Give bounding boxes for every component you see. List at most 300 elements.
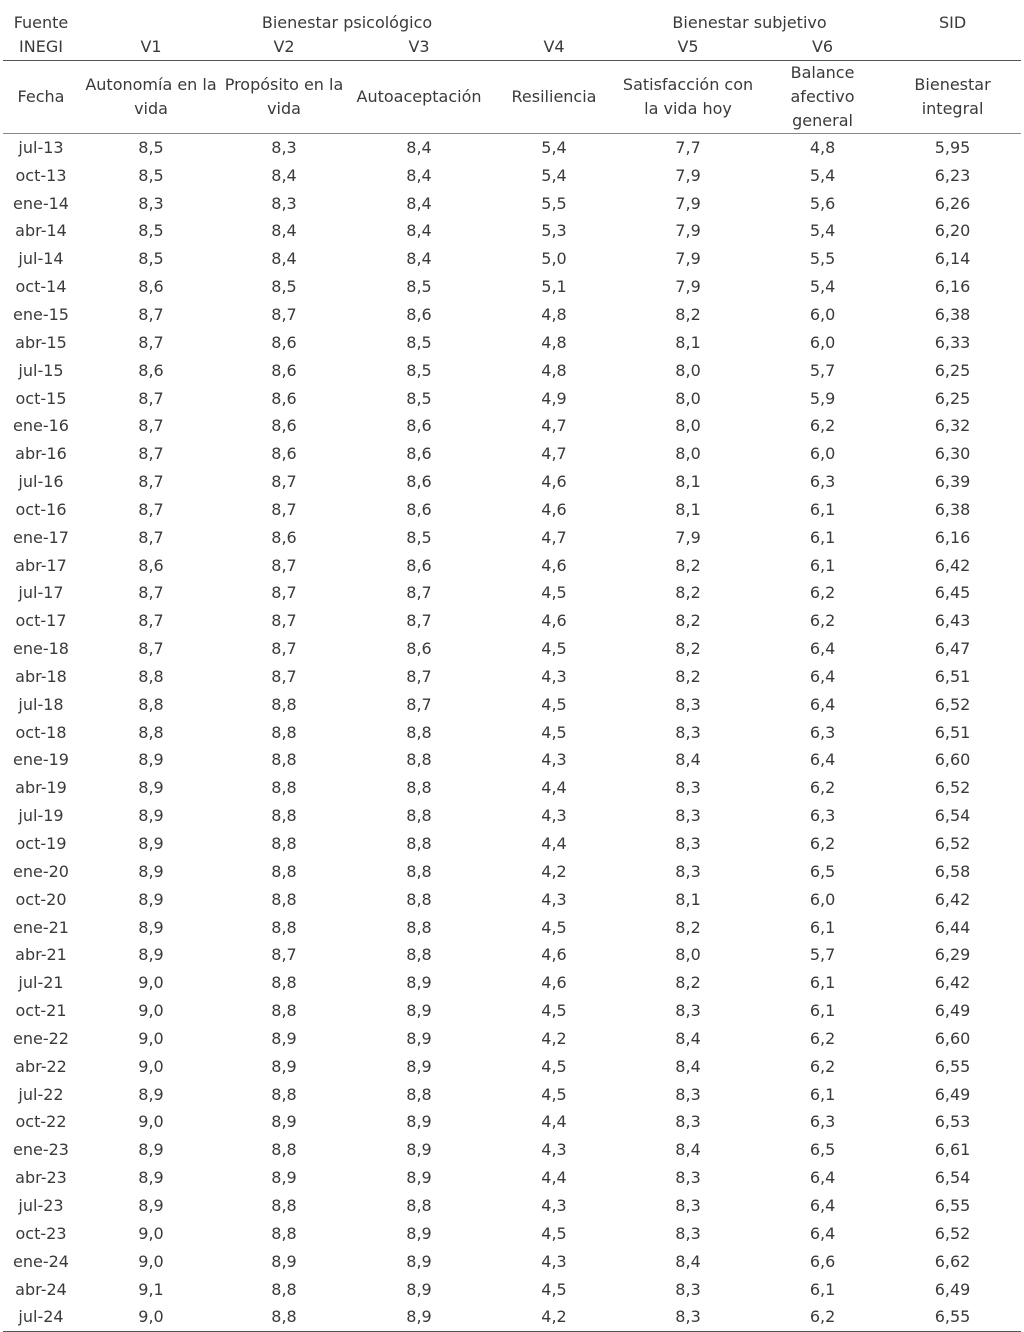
cell-v6: 5,9 xyxy=(809,388,836,408)
cell-sid: 6,42 xyxy=(934,555,971,575)
table-row xyxy=(3,412,1021,440)
cell-v6: 6,4 xyxy=(809,750,836,770)
cell-v6: 6,4 xyxy=(809,1195,836,1215)
cell-v3: 8,9 xyxy=(406,973,432,993)
cell-date: abr-21 xyxy=(15,945,67,965)
cell-v3: 8,9 xyxy=(345,1303,493,1331)
cell-v1: 9,0 xyxy=(138,1001,164,1021)
cell-v2: 8,7 xyxy=(271,499,297,519)
header-satisfaccion: Satisfacción con la vida hoy xyxy=(615,61,761,134)
cell-v6: 6,1 xyxy=(809,1084,836,1104)
cell-v5: 8,3 xyxy=(675,778,701,798)
cell-v3: 8,4 xyxy=(406,221,432,241)
cell-v6: 4,8 xyxy=(809,137,836,157)
cell-sid: 6,54 xyxy=(934,806,971,826)
cell-v4: 4,9 xyxy=(541,388,567,408)
cell-v4: 4,6 xyxy=(541,973,567,993)
cell-v5: 8,3 xyxy=(675,694,701,714)
cell-v1: 8,9 xyxy=(138,1195,164,1215)
cell-v6: 6,3 xyxy=(809,722,836,742)
cell-v1: 9,0 xyxy=(138,973,164,993)
cell-v2: 8,9 xyxy=(271,1028,297,1048)
cell-v4: 4,3 xyxy=(541,1251,567,1271)
table-row xyxy=(3,1192,1021,1220)
cell-v4: 5,5 xyxy=(541,193,567,213)
cell-v4: 4,5 xyxy=(541,694,567,714)
table-row xyxy=(3,1053,1021,1081)
cell-v4: 4,6 xyxy=(541,472,567,492)
cell-v2: 8,8 xyxy=(271,973,297,993)
table-row xyxy=(3,385,1021,413)
cell-v2: 8,8 xyxy=(271,834,297,854)
cell-date: abr-16 xyxy=(15,444,67,464)
table-row xyxy=(3,524,1021,552)
cell-date: ene-14 xyxy=(13,193,69,213)
cell-sid: 6,42 xyxy=(934,889,971,909)
cell-date: ene-24 xyxy=(13,1251,69,1271)
header-resiliencia: Resiliencia xyxy=(493,61,615,134)
cell-date: ene-16 xyxy=(13,416,69,436)
cell-date: oct-22 xyxy=(15,1112,67,1132)
table-row xyxy=(3,273,1021,301)
cell-v3: 8,6 xyxy=(406,555,432,575)
cell-v4: 4,2 xyxy=(541,1028,567,1048)
cell-v5: 8,3 xyxy=(675,1223,701,1243)
table-row xyxy=(3,941,1021,969)
header-v4: V4 xyxy=(493,33,615,61)
cell-v5: 8,2 xyxy=(675,639,701,659)
cell-v2: 8,6 xyxy=(271,444,297,464)
table-row xyxy=(3,1109,1021,1137)
cell-v4: 4,5 xyxy=(541,1279,567,1299)
cell-v4: 4,6 xyxy=(541,499,567,519)
table-row xyxy=(3,635,1021,663)
cell-date: jul-23 xyxy=(18,1195,64,1215)
cell-v1: 8,9 xyxy=(138,917,164,937)
cell-v4: 4,5 xyxy=(541,1084,567,1104)
cell-v4: 4,3 xyxy=(541,750,567,770)
table-row xyxy=(3,1081,1021,1109)
cell-v6: 6,5 xyxy=(809,861,836,881)
cell-v4: 4,3 xyxy=(541,1140,567,1160)
cell-v4: 5,4 xyxy=(541,137,567,157)
cell-sid: 6,53 xyxy=(934,1112,971,1132)
cell-v4: 5,3 xyxy=(541,221,567,241)
cell-v5: 8,1 xyxy=(675,499,701,519)
header-empty xyxy=(884,33,1021,61)
cell-v4: 4,7 xyxy=(541,416,567,436)
table-row xyxy=(3,440,1021,468)
cell-v4: 4,3 xyxy=(541,806,567,826)
cell-date: jul-15 xyxy=(18,360,64,380)
cell-sid: 6,30 xyxy=(934,444,971,464)
cell-v1: 8,6 xyxy=(138,277,164,297)
cell-v1: 8,9 xyxy=(138,1168,164,1188)
header-fecha: Fecha xyxy=(3,61,79,134)
cell-date: jul-14 xyxy=(18,249,64,269)
cell-date: abr-24 xyxy=(15,1279,67,1299)
cell-v5: 8,3 xyxy=(675,1195,701,1215)
cell-v4: 4,4 xyxy=(541,778,567,798)
cell-v2: 8,8 xyxy=(271,1223,297,1243)
cell-v1: 8,7 xyxy=(138,416,164,436)
cell-v4: 4,7 xyxy=(541,527,567,547)
cell-v1: 9,0 xyxy=(138,1112,164,1132)
cell-sid: 6,52 xyxy=(934,694,971,714)
cell-date: jul-22 xyxy=(18,1084,64,1104)
cell-v1: 8,6 xyxy=(138,360,164,380)
cell-v1: 8,7 xyxy=(138,639,164,659)
cell-date: jul-17 xyxy=(18,583,64,603)
cell-v1: 8,9 xyxy=(138,1084,164,1104)
cell-v3: 8,7 xyxy=(406,583,432,603)
cell-sid: 6,52 xyxy=(934,1223,971,1243)
cell-date: oct-17 xyxy=(15,611,67,631)
cell-v6: 6,3 xyxy=(809,806,836,826)
cell-v3: 8,8 xyxy=(406,945,432,965)
cell-date: oct-18 xyxy=(15,722,67,742)
cell-sid: 6,60 xyxy=(934,750,971,770)
cell-v5: 8,0 xyxy=(675,388,701,408)
header-v2: V2 xyxy=(223,33,345,61)
cell-v6: 6,2 xyxy=(809,583,836,603)
cell-date: oct-23 xyxy=(15,1223,67,1243)
header-v5: V5 xyxy=(615,33,761,61)
cell-v1: 9,0 xyxy=(138,1223,164,1243)
header-row-codes xyxy=(3,33,1021,61)
cell-v6: 6,4 xyxy=(809,666,836,686)
cell-v1: 8,8 xyxy=(138,694,164,714)
cell-v3: 8,8 xyxy=(406,1195,432,1215)
cell-v4: 4,7 xyxy=(541,444,567,464)
cell-v6: 6,1 xyxy=(809,1279,836,1299)
cell-v2: 8,9 xyxy=(271,1168,297,1188)
cell-v5: 7,9 xyxy=(675,527,701,547)
cell-date: oct-20 xyxy=(15,889,67,909)
cell-date: ene-15 xyxy=(13,304,69,324)
cell-v2: 8,7 xyxy=(271,666,297,686)
table-row xyxy=(3,997,1021,1025)
cell-v1: 9,0 xyxy=(138,1028,164,1048)
cell-v5: 8,4 xyxy=(675,1056,701,1076)
cell-sid: 6,38 xyxy=(934,304,971,324)
cell-sid: 6,62 xyxy=(934,1251,971,1271)
cell-date: oct-19 xyxy=(15,834,67,854)
cell-sid: 6,33 xyxy=(934,332,971,352)
cell-v6: 6,3 xyxy=(809,472,836,492)
cell-v4: 4,3 xyxy=(541,1195,567,1215)
cell-v4: 4,8 xyxy=(541,304,567,324)
cell-sid: 6,23 xyxy=(934,165,971,185)
cell-v6: 6,4 xyxy=(809,1168,836,1188)
cell-v3: 8,8 xyxy=(406,806,432,826)
cell-v5: 8,3 xyxy=(675,1112,701,1132)
cell-v1: 8,9 xyxy=(138,806,164,826)
cell-v4: 4,6 xyxy=(541,945,567,965)
table-row xyxy=(3,301,1021,329)
cell-sid: 6,55 xyxy=(934,1056,971,1076)
cell-v2: 8,8 xyxy=(271,1279,297,1299)
cell-v1: 8,7 xyxy=(138,444,164,464)
cell-sid: 6,25 xyxy=(934,360,971,380)
cell-date: ene-23 xyxy=(13,1140,69,1160)
cell-v4: 4,5 xyxy=(541,1001,567,1021)
cell-date: ene-19 xyxy=(13,750,69,770)
cell-sid: 6,52 xyxy=(934,778,971,798)
cell-v2: 8,6 xyxy=(271,527,297,547)
cell-v2: 8,8 xyxy=(271,1084,297,1104)
cell-v3: 8,5 xyxy=(406,360,432,380)
cell-v6: 5,4 xyxy=(809,221,836,241)
cell-v1: 8,7 xyxy=(138,611,164,631)
cell-sid: 6,51 xyxy=(934,666,971,686)
cell-v6: 6,4 xyxy=(809,1223,836,1243)
cell-v5: 8,3 xyxy=(675,1279,701,1299)
cell-sid: 5,95 xyxy=(934,137,971,157)
cell-v3: 8,9 xyxy=(406,1251,432,1271)
cell-v2: 8,7 xyxy=(271,583,297,603)
header-group-psicologico: Bienestar psicológico xyxy=(261,13,433,32)
cell-sid: 6,58 xyxy=(934,861,971,881)
cell-v6: 6,1 xyxy=(809,527,836,547)
cell-v6: 6,0 xyxy=(809,332,836,352)
header-fuente: Fuente xyxy=(13,13,69,32)
cell-v1: 8,7 xyxy=(138,332,164,352)
cell-date: abr-18 xyxy=(15,666,67,686)
cell-v3: 8,9 xyxy=(406,1001,432,1021)
cell-v4: 4,4 xyxy=(541,1112,567,1132)
cell-v5: 8,4 xyxy=(675,1140,701,1160)
header-v6: V6 xyxy=(761,33,884,61)
cell-date: abr-14 xyxy=(15,221,67,241)
cell-sid: 6,47 xyxy=(934,639,971,659)
table-row xyxy=(3,1220,1021,1248)
cell-v5: 8,2 xyxy=(675,304,701,324)
header-v3: V3 xyxy=(345,33,493,61)
cell-sid: 6,44 xyxy=(934,917,971,937)
cell-date: ene-21 xyxy=(13,917,69,937)
cell-v6: 6,5 xyxy=(809,1140,836,1160)
cell-v4: 4,8 xyxy=(541,360,567,380)
table-row xyxy=(3,969,1021,997)
cell-v2: 8,6 xyxy=(271,332,297,352)
cell-date: ene-20 xyxy=(13,861,69,881)
cell-sid: 6,32 xyxy=(934,416,971,436)
cell-v4: 4,6 xyxy=(541,611,567,631)
table-row xyxy=(3,357,1021,385)
cell-date: jul-16 xyxy=(18,472,64,492)
cell-v5: 8,3 xyxy=(675,1084,701,1104)
header-row-groups xyxy=(3,6,1021,33)
cell-date: ene-17 xyxy=(13,527,69,547)
cell-v1: 8,5 xyxy=(138,137,164,157)
cell-v4: 4,5 xyxy=(541,583,567,603)
table-row xyxy=(3,607,1021,635)
cell-v4: 4,5 xyxy=(541,1056,567,1076)
cell-v3: 8,4 xyxy=(406,249,432,269)
cell-v3: 8,7 xyxy=(406,611,432,631)
cell-v4: 5,1 xyxy=(541,277,567,297)
cell-v1: 8,9 xyxy=(138,945,164,965)
cell-v5: 7,9 xyxy=(675,193,701,213)
cell-v5: 8,3 xyxy=(675,834,701,854)
cell-v4: 4,5 xyxy=(541,917,567,937)
cell-v1: 8,7 xyxy=(138,527,164,547)
cell-v2: 8,7 xyxy=(271,555,297,575)
cell-v6: 6,2 xyxy=(761,1303,884,1331)
cell-v2: 8,9 xyxy=(271,1056,297,1076)
cell-v2: 8,9 xyxy=(271,1251,297,1271)
cell-v3: 8,6 xyxy=(406,472,432,492)
cell-v5: 8,2 xyxy=(675,611,701,631)
table-body xyxy=(3,134,1021,1332)
table-row xyxy=(3,1164,1021,1192)
cell-v1: 8,6 xyxy=(138,555,164,575)
table-row xyxy=(3,1136,1021,1164)
header-row-names xyxy=(3,61,1021,134)
cell-v2: 8,8 xyxy=(271,694,297,714)
cell-v2: 8,8 xyxy=(271,861,297,881)
cell-v1: 8,5 xyxy=(138,221,164,241)
cell-v1: 8,5 xyxy=(138,165,164,185)
table-row xyxy=(3,719,1021,747)
cell-sid: 6,25 xyxy=(934,388,971,408)
cell-v3: 8,5 xyxy=(406,332,432,352)
cell-sid: 6,42 xyxy=(934,973,971,993)
table-row xyxy=(3,830,1021,858)
table-header xyxy=(3,6,1021,134)
wellbeing-table xyxy=(3,6,1021,1332)
cell-v3: 8,8 xyxy=(406,861,432,881)
cell-v3: 8,4 xyxy=(406,165,432,185)
cell-v2: 8,7 xyxy=(271,945,297,965)
cell-v6: 6,2 xyxy=(809,1056,836,1076)
cell-sid: 6,54 xyxy=(934,1168,971,1188)
header-balance-afectivo: Balance afectivo general xyxy=(761,61,884,134)
cell-date: jul-21 xyxy=(18,973,64,993)
cell-v3: 8,8 xyxy=(406,834,432,854)
cell-date: ene-18 xyxy=(13,639,69,659)
cell-v5: 8,0 xyxy=(675,416,701,436)
table-row xyxy=(3,858,1021,886)
cell-v4: 4,4 xyxy=(541,1168,567,1188)
cell-v6: 6,4 xyxy=(809,694,836,714)
cell-v1: 8,7 xyxy=(138,304,164,324)
cell-v6: 6,0 xyxy=(809,889,836,909)
cell-sid: 6,29 xyxy=(934,945,971,965)
cell-v6: 5,4 xyxy=(809,277,836,297)
cell-v4: 4,2 xyxy=(493,1303,615,1331)
cell-v5: 7,9 xyxy=(675,165,701,185)
header-v1: V1 xyxy=(79,33,223,61)
cell-v5: 8,3 xyxy=(675,1001,701,1021)
cell-v3: 8,4 xyxy=(406,137,432,157)
cell-v5: 8,4 xyxy=(675,1251,701,1271)
cell-v2: 8,7 xyxy=(271,472,297,492)
table-row xyxy=(3,1248,1021,1276)
cell-v6: 6,2 xyxy=(809,834,836,854)
cell-sid: 6,38 xyxy=(934,499,971,519)
header-autoaceptacion: Autoaceptación xyxy=(345,61,493,134)
table-row xyxy=(3,162,1021,190)
cell-v1: 8,7 xyxy=(138,472,164,492)
cell-v5: 8,2 xyxy=(675,583,701,603)
cell-date: jul-18 xyxy=(18,694,64,714)
cell-v4: 4,4 xyxy=(541,834,567,854)
header-group-subjetivo: Bienestar subjetivo xyxy=(672,13,827,32)
cell-v3: 8,7 xyxy=(406,694,432,714)
cell-v3: 8,8 xyxy=(406,778,432,798)
cell-sid: 6,16 xyxy=(934,527,971,547)
header-proposito: Propósito en la vida xyxy=(223,61,345,134)
cell-v4: 5,4 xyxy=(541,165,567,185)
cell-sid: 6,39 xyxy=(934,472,971,492)
cell-v4: 4,3 xyxy=(541,666,567,686)
cell-v5: 8,3 xyxy=(675,1168,701,1188)
cell-v5: 8,3 xyxy=(675,806,701,826)
cell-v4: 4,5 xyxy=(541,722,567,742)
cell-v3: 8,6 xyxy=(406,639,432,659)
cell-v1: 9,1 xyxy=(138,1279,164,1299)
cell-v6: 6,1 xyxy=(809,555,836,575)
cell-v5: 8,2 xyxy=(675,666,701,686)
cell-v3: 8,9 xyxy=(406,1028,432,1048)
cell-v6: 6,6 xyxy=(809,1251,836,1271)
cell-v2: 8,3 xyxy=(271,193,297,213)
cell-sid: 6,45 xyxy=(934,583,971,603)
cell-date: abr-22 xyxy=(15,1056,67,1076)
cell-date: jul-24 xyxy=(3,1303,79,1331)
cell-v3: 8,9 xyxy=(406,1140,432,1160)
cell-v1: 8,8 xyxy=(138,666,164,686)
cell-v3: 8,9 xyxy=(406,1056,432,1076)
header-bienestar-integral: Bienestar integral xyxy=(884,61,1021,134)
cell-date: abr-17 xyxy=(15,555,67,575)
cell-v2: 8,8 xyxy=(223,1303,345,1331)
table-row xyxy=(3,496,1021,524)
cell-v5: 8,0 xyxy=(675,360,701,380)
cell-v6: 6,3 xyxy=(809,1112,836,1132)
cell-v6: 6,1 xyxy=(809,973,836,993)
cell-v1: 8,9 xyxy=(138,778,164,798)
cell-v2: 8,6 xyxy=(271,360,297,380)
cell-v6: 6,2 xyxy=(809,1028,836,1048)
cell-v6: 5,6 xyxy=(809,193,836,213)
cell-sid: 6,43 xyxy=(934,611,971,631)
cell-v5: 8,4 xyxy=(675,750,701,770)
cell-v3: 8,6 xyxy=(406,416,432,436)
cell-v5: 8,1 xyxy=(675,472,701,492)
cell-v2: 8,7 xyxy=(271,611,297,631)
cell-sid: 6,61 xyxy=(934,1140,971,1160)
cell-date: abr-15 xyxy=(15,332,67,352)
cell-v3: 8,8 xyxy=(406,889,432,909)
cell-v3: 8,9 xyxy=(406,1223,432,1243)
cell-sid: 6,49 xyxy=(934,1001,971,1021)
table-row xyxy=(3,1025,1021,1053)
cell-v6: 6,2 xyxy=(809,416,836,436)
cell-v3: 8,4 xyxy=(406,193,432,213)
header-inegi: INEGI xyxy=(3,33,79,61)
cell-sid: 6,14 xyxy=(934,249,971,269)
table-row xyxy=(3,580,1021,608)
cell-v1: 8,9 xyxy=(138,861,164,881)
cell-date: ene-22 xyxy=(13,1028,69,1048)
cell-v1: 8,9 xyxy=(138,889,164,909)
cell-v5: 7,7 xyxy=(675,137,701,157)
table-row xyxy=(3,552,1021,580)
cell-v2: 8,8 xyxy=(271,806,297,826)
